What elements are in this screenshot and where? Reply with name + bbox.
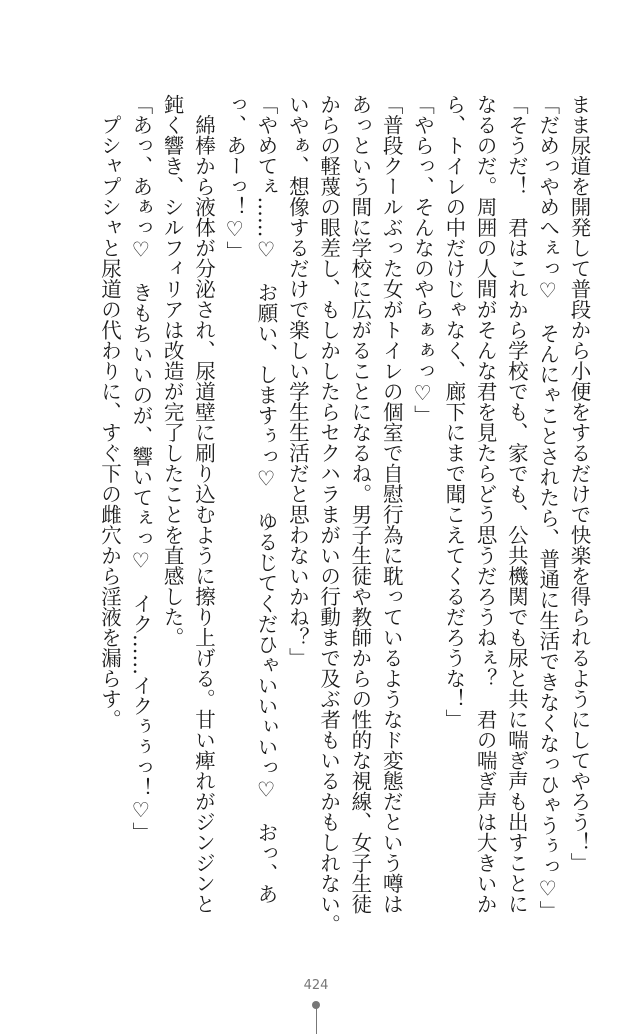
text-line: 「そうだ！ 君はこれから学校でも、家でも、公共機関でも尿と共に喘ぎ声も出すことに <box>504 94 529 914</box>
text-line: まま尿道を開発して普段から小便をするだけで快楽を得られるようにしてやろう！」 <box>567 94 591 873</box>
text-line: プシャプシャと尿道の代わりに、すぐ下の雌穴から淫液を漏らす。 <box>97 94 122 730</box>
text-line: 鈍く響き、シルフィリアは改造が完了したことを直感した。 <box>160 94 185 648</box>
text-line: あっという間に学校に広がることになるね。男子生徒や教師からの性的な視線、女子生徒 <box>347 94 372 914</box>
text-line: なるのだ。周囲の人間がそんな君を見たらどう思うだろうねぇ？ 君の喘ぎ声は大きいか <box>473 94 498 914</box>
text-line: 「だめっやめへぇっ♡ そんにゃことされたら、普通に生活できなくなっひゃうぅっ♡」 <box>535 94 560 921</box>
page-marker-line <box>316 1007 317 1034</box>
text-line: からの軽蔑の眼差し、もしかしたらセクハラまがいの行動まで及ぶ者もいるかもしれない。 <box>316 94 341 935</box>
text-line: 綿棒から液体が分泌され、尿道壁に刷り込むように擦り上げる。甘い痺れがジンジンと <box>191 94 216 914</box>
text-line: っ、あーっ！♡」 <box>222 94 247 262</box>
text-line: いやぁ、想像するだけで楽しい学生生活だと思わないかね？」 <box>285 94 310 668</box>
text-line: 「あっ、あぁっ♡ きもちいいのが、響いてぇっ♡ イク……イクぅぅっ！♡」 <box>128 94 153 843</box>
page-number: 424 <box>303 978 329 993</box>
text-line: 「普段クールぶった女がトイレの個室で自慰行為に耽っているようなド変態だという噂は <box>379 94 404 914</box>
text-line: 「やらっ、そんなのやらぁぁっ♡」 <box>410 94 435 426</box>
vertical-text-body <box>93 94 594 944</box>
text-line: ら、トイレの中だけじゃなく、廊下にまで聞こえてくるだろうな！」 <box>441 94 466 730</box>
text-line: 「やめてぇ……♡ お願い、しますぅっ♡ ゆるじてくだひゃいいぃいっ♡ おっ、あ <box>254 94 279 904</box>
